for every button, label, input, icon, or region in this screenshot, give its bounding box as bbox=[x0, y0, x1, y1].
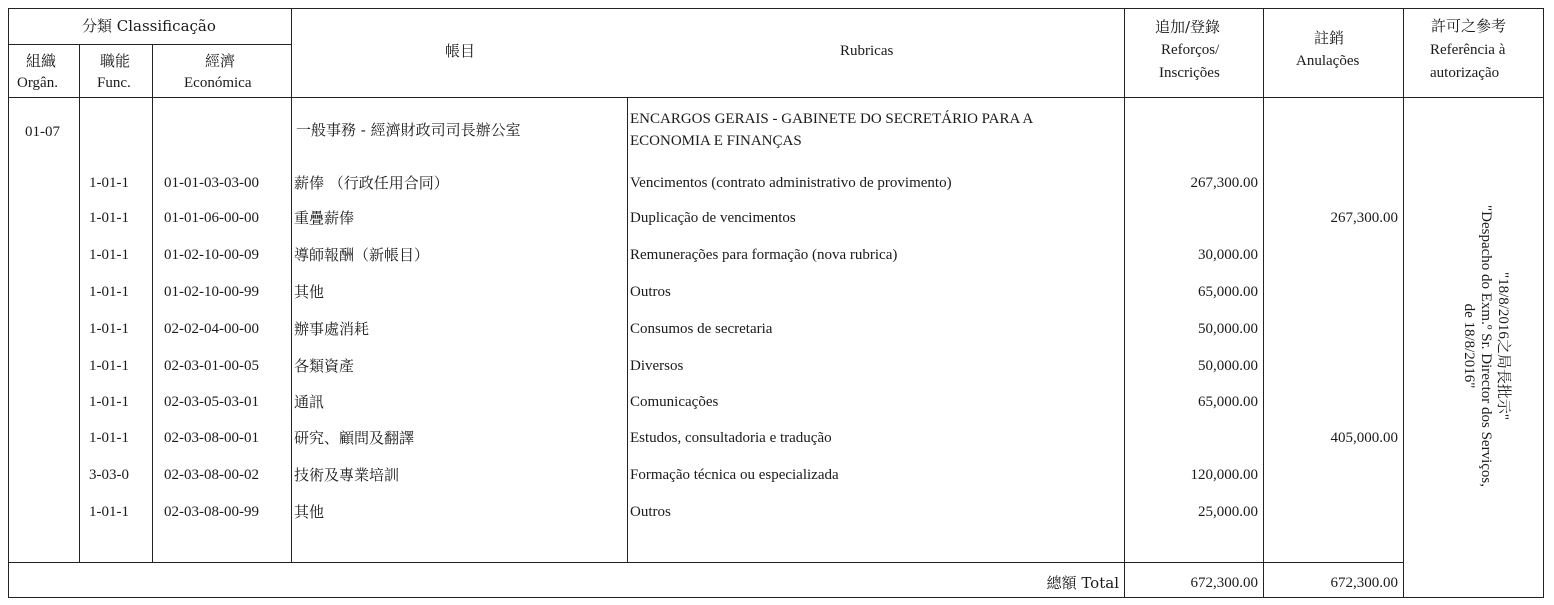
row-func-code: 3-03-0 bbox=[89, 467, 129, 483]
header-reinforce-cn: 追加/登錄 bbox=[1155, 18, 1221, 36]
header-ref-pt2: autorização bbox=[1430, 65, 1500, 81]
row-name-cn: 導師報酬（新帳目） bbox=[294, 246, 430, 264]
authorization-line-3: de 18/8/2016" bbox=[1461, 303, 1477, 389]
row-func-code: 1-01-1 bbox=[89, 210, 129, 226]
col-line-cancel bbox=[1403, 8, 1404, 598]
header-classification: 分類 Classificação bbox=[82, 17, 216, 35]
row-reinforce-amount: 267,300.00 bbox=[1190, 175, 1258, 191]
col-line-func bbox=[152, 44, 153, 562]
row-econ-code: 02-03-08-00-99 bbox=[164, 504, 259, 520]
section-name-cn: 一般事務 - 經濟財政司司長辦公室 bbox=[296, 121, 521, 139]
header-econ-pt: Económica bbox=[184, 75, 252, 91]
header-ref-pt1: Referência à bbox=[1430, 42, 1506, 58]
row-econ-code: 02-03-08-00-01 bbox=[164, 430, 259, 446]
col-line-rubric-cn bbox=[627, 97, 628, 562]
row-econ-code: 02-03-05-03-01 bbox=[164, 394, 259, 410]
row-name-pt: Outros bbox=[630, 284, 671, 300]
header-func-pt: Func. bbox=[97, 75, 131, 91]
row-econ-code: 02-03-08-00-02 bbox=[164, 467, 259, 483]
total-label: 總額 Total bbox=[1046, 574, 1119, 592]
row-name-pt: Vencimentos (contrato administrativo de provimento) bbox=[630, 175, 952, 191]
row-reinforce-amount: 65,000.00 bbox=[1198, 284, 1258, 300]
row-func-code: 1-01-1 bbox=[89, 175, 129, 191]
row-name-pt: Outros bbox=[630, 504, 671, 520]
row-name-pt: Estudos, consultadoria e tradução bbox=[630, 430, 832, 446]
row-reinforce-amount: 50,000.00 bbox=[1198, 358, 1258, 374]
row-econ-code: 01-02-10-00-09 bbox=[164, 247, 259, 263]
section-name-pt-line2: ECONOMIA E FINANÇAS bbox=[630, 133, 802, 149]
header-cancel-pt: Anulações bbox=[1296, 53, 1360, 69]
row-econ-code: 02-03-01-00-05 bbox=[164, 358, 259, 374]
row-func-code: 1-01-1 bbox=[89, 394, 129, 410]
row-func-code: 1-01-1 bbox=[89, 284, 129, 300]
authorization-line-2: "Despacho do Exm.º Sr. Director dos Serviços, bbox=[1478, 205, 1494, 487]
row-reinforce-amount: 120,000.00 bbox=[1190, 467, 1258, 483]
header-econ-cn: 經濟 bbox=[205, 52, 236, 70]
row-econ-code: 01-02-10-00-99 bbox=[164, 284, 259, 300]
row-name-cn: 薪俸 （行政任用合同） bbox=[294, 174, 449, 192]
header-rubric-pt: Rubricas bbox=[840, 43, 894, 59]
header-func-cn: 職能 bbox=[100, 52, 131, 70]
row-name-cn: 各類資產 bbox=[294, 357, 355, 375]
authorization-line-1: "18/8/2016之局長批示" bbox=[1495, 271, 1511, 421]
row-reinforce-amount: 50,000.00 bbox=[1198, 321, 1258, 337]
body-bottom-line bbox=[8, 562, 1404, 563]
row-name-cn: 其他 bbox=[294, 503, 325, 521]
row-econ-code: 02-02-04-00-00 bbox=[164, 321, 259, 337]
total-reinforce: 672,300.00 bbox=[1190, 575, 1258, 591]
header-ref-cn: 許可之參考 bbox=[1431, 17, 1507, 35]
authorization-reference bbox=[1457, 161, 1511, 531]
row-name-cn: 其他 bbox=[294, 283, 325, 301]
row-func-code: 1-01-1 bbox=[89, 504, 129, 520]
row-name-pt: Consumos de secretaria bbox=[630, 321, 773, 337]
row-cancel-amount: 267,300.00 bbox=[1330, 210, 1398, 226]
row-reinforce-amount: 30,000.00 bbox=[1198, 247, 1258, 263]
row-name-pt: Remunerações para formação (nova rubrica) bbox=[630, 247, 898, 263]
row-cancel-amount: 405,000.00 bbox=[1330, 430, 1398, 446]
header-reinforce-pt1: Reforços/ bbox=[1161, 42, 1220, 58]
row-name-pt: Diversos bbox=[630, 358, 684, 374]
header-bottom-line bbox=[8, 97, 1544, 98]
row-name-pt: Formação técnica ou especializada bbox=[630, 467, 839, 483]
col-line-econ bbox=[291, 8, 292, 562]
col-line-rubric-pt bbox=[1124, 8, 1125, 598]
row-name-pt: Comunicações bbox=[630, 394, 719, 410]
row-name-cn: 重疊薪俸 bbox=[294, 209, 355, 227]
classification-subheader-line bbox=[8, 44, 291, 45]
section-name-pt-line1: ENCARGOS GERAIS - GABINETE DO SECRETÁRIO PARA A bbox=[630, 111, 1034, 127]
row-econ-code: 01-01-03-03-00 bbox=[164, 175, 259, 191]
row-reinforce-amount: 65,000.00 bbox=[1198, 394, 1258, 410]
row-func-code: 1-01-1 bbox=[89, 321, 129, 337]
row-func-code: 1-01-1 bbox=[89, 430, 129, 446]
row-func-code: 1-01-1 bbox=[89, 247, 129, 263]
col-line-reinforce bbox=[1263, 8, 1264, 598]
row-name-cn: 辦事處消耗 bbox=[294, 320, 370, 338]
header-rubric-cn: 帳目 bbox=[445, 42, 476, 60]
row-econ-code: 01-01-06-00-00 bbox=[164, 210, 259, 226]
table-border-bottom bbox=[8, 597, 1544, 598]
row-reinforce-amount: 25,000.00 bbox=[1198, 504, 1258, 520]
row-name-pt: Duplicação de vencimentos bbox=[630, 210, 796, 226]
table-border-top bbox=[8, 8, 1544, 9]
header-cancel-cn: 註銷 bbox=[1314, 29, 1345, 47]
col-line-organ bbox=[79, 44, 80, 562]
row-name-cn: 技術及專業培訓 bbox=[294, 466, 400, 484]
section-organ-code: 01-07 bbox=[25, 124, 60, 140]
total-cancel: 672,300.00 bbox=[1330, 575, 1398, 591]
header-organ-pt: Orgân. bbox=[17, 75, 58, 91]
row-name-cn: 通訊 bbox=[294, 393, 325, 411]
header-reinforce-pt2: Inscrições bbox=[1159, 65, 1220, 81]
row-func-code: 1-01-1 bbox=[89, 358, 129, 374]
header-organ-cn: 組織 bbox=[26, 52, 57, 70]
row-name-cn: 研究、顧問及翻譯 bbox=[294, 429, 415, 447]
